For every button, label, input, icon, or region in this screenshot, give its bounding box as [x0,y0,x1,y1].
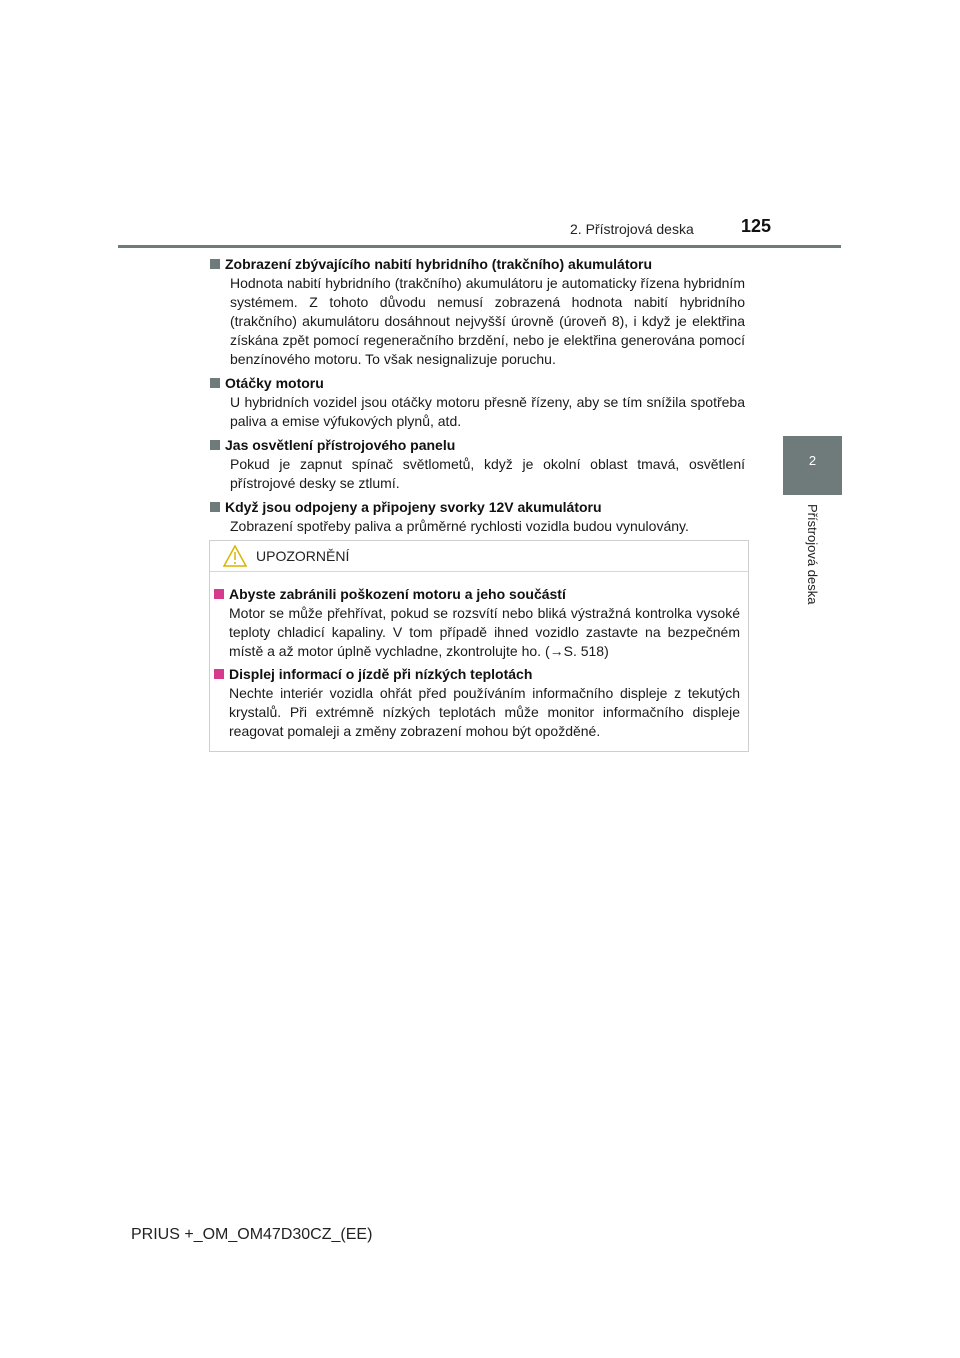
caution-heading: Abyste zabránili poškození motoru a jeho součástí [213,585,740,604]
section-heading: Zobrazení zbývajícího nabití hybridního (trakčního) akumulátoru [209,255,745,274]
bullet-square-icon [214,669,224,679]
info-section [209,255,745,369]
header-divider [118,245,841,248]
section-heading: Když jsou odpojeny a připojeny svorky 12V akumulátoru [209,498,745,517]
bullet-square-icon [210,440,220,450]
page-number: 125 [741,216,772,236]
bullet-square-icon [210,502,220,512]
caution-content [210,572,748,741]
section-body: Zobrazení spotřeby paliva a průměrné rychlosti vozidla budou vynulovány. [230,518,689,534]
section-body: Pokud je zapnut spínač světlometů, když je okolní oblast tmavá, osvětlení přístrojové desky se ztlumí. [230,456,745,491]
info-section [209,498,745,536]
caution-header [210,541,748,572]
info-section [209,374,745,431]
section-heading: Jas osvětlení přístrojového panelu [209,436,745,455]
caution-section [213,585,740,661]
section-body: Hodnota nabití hybridního (trakčního) akumulátoru je automaticky řízena hybridním systémem. Z tohoto důvodu nemusí zobrazená hodnota nabití hybridního (trakčního) akumulátoru dosáhnout nejvyšší úrovně (úroveň 8), i když je elektřina získána zpět pomocí regeneračního brzdění, nebo je elektřina generována pomocí benzínového motoru. To však nesignalizuje poruchu. [230,275,745,367]
section-heading: Otáčky motoru [209,374,745,393]
bullet-square-icon [210,259,220,269]
info-section [209,436,745,493]
caution-heading: Displej informací o jízdě při nízkých teplotách [213,665,740,684]
chapter-label: Přístrojová deska [805,504,820,605]
caution-body: Motor se může přehřívat, pokud se rozsvítí nebo bliká výstražná kontrolka vysoké teploty chladicí kapaliny. V tom případě ihned vozidlo zastavte na bezpečném místě a až motor úplně vychladne, zkontrolujte ho. (→S. 518) [229,605,740,659]
section-title: 2. Přístrojová deska [570,221,694,237]
caution-body: Nechte interiér vozidla ohřát před používáním informačního displeje z tekutých krystalů. Při extrémně nízkých teplotách může monitor informačního displeje reagovat pomaleji a změny zobrazení mohou být opožděné. [229,685,740,739]
bullet-square-icon [210,378,220,388]
section-body: U hybridních vozidel jsou otáčky motoru přesně řízeny, aby se tím snížila spotřeba paliva a emise výfukových plynů, atd. [230,394,745,429]
main-content [209,255,745,541]
document-id: PRIUS +_OM_OM47D30CZ_(EE) [131,1226,373,1243]
caution-box [209,540,749,752]
caution-section [213,665,740,741]
bullet-square-icon [214,589,224,599]
warning-triangle-icon [223,545,247,567]
caution-title: UPOZORNĚNÍ [256,548,350,564]
chapter-number: 2 [808,453,817,468]
